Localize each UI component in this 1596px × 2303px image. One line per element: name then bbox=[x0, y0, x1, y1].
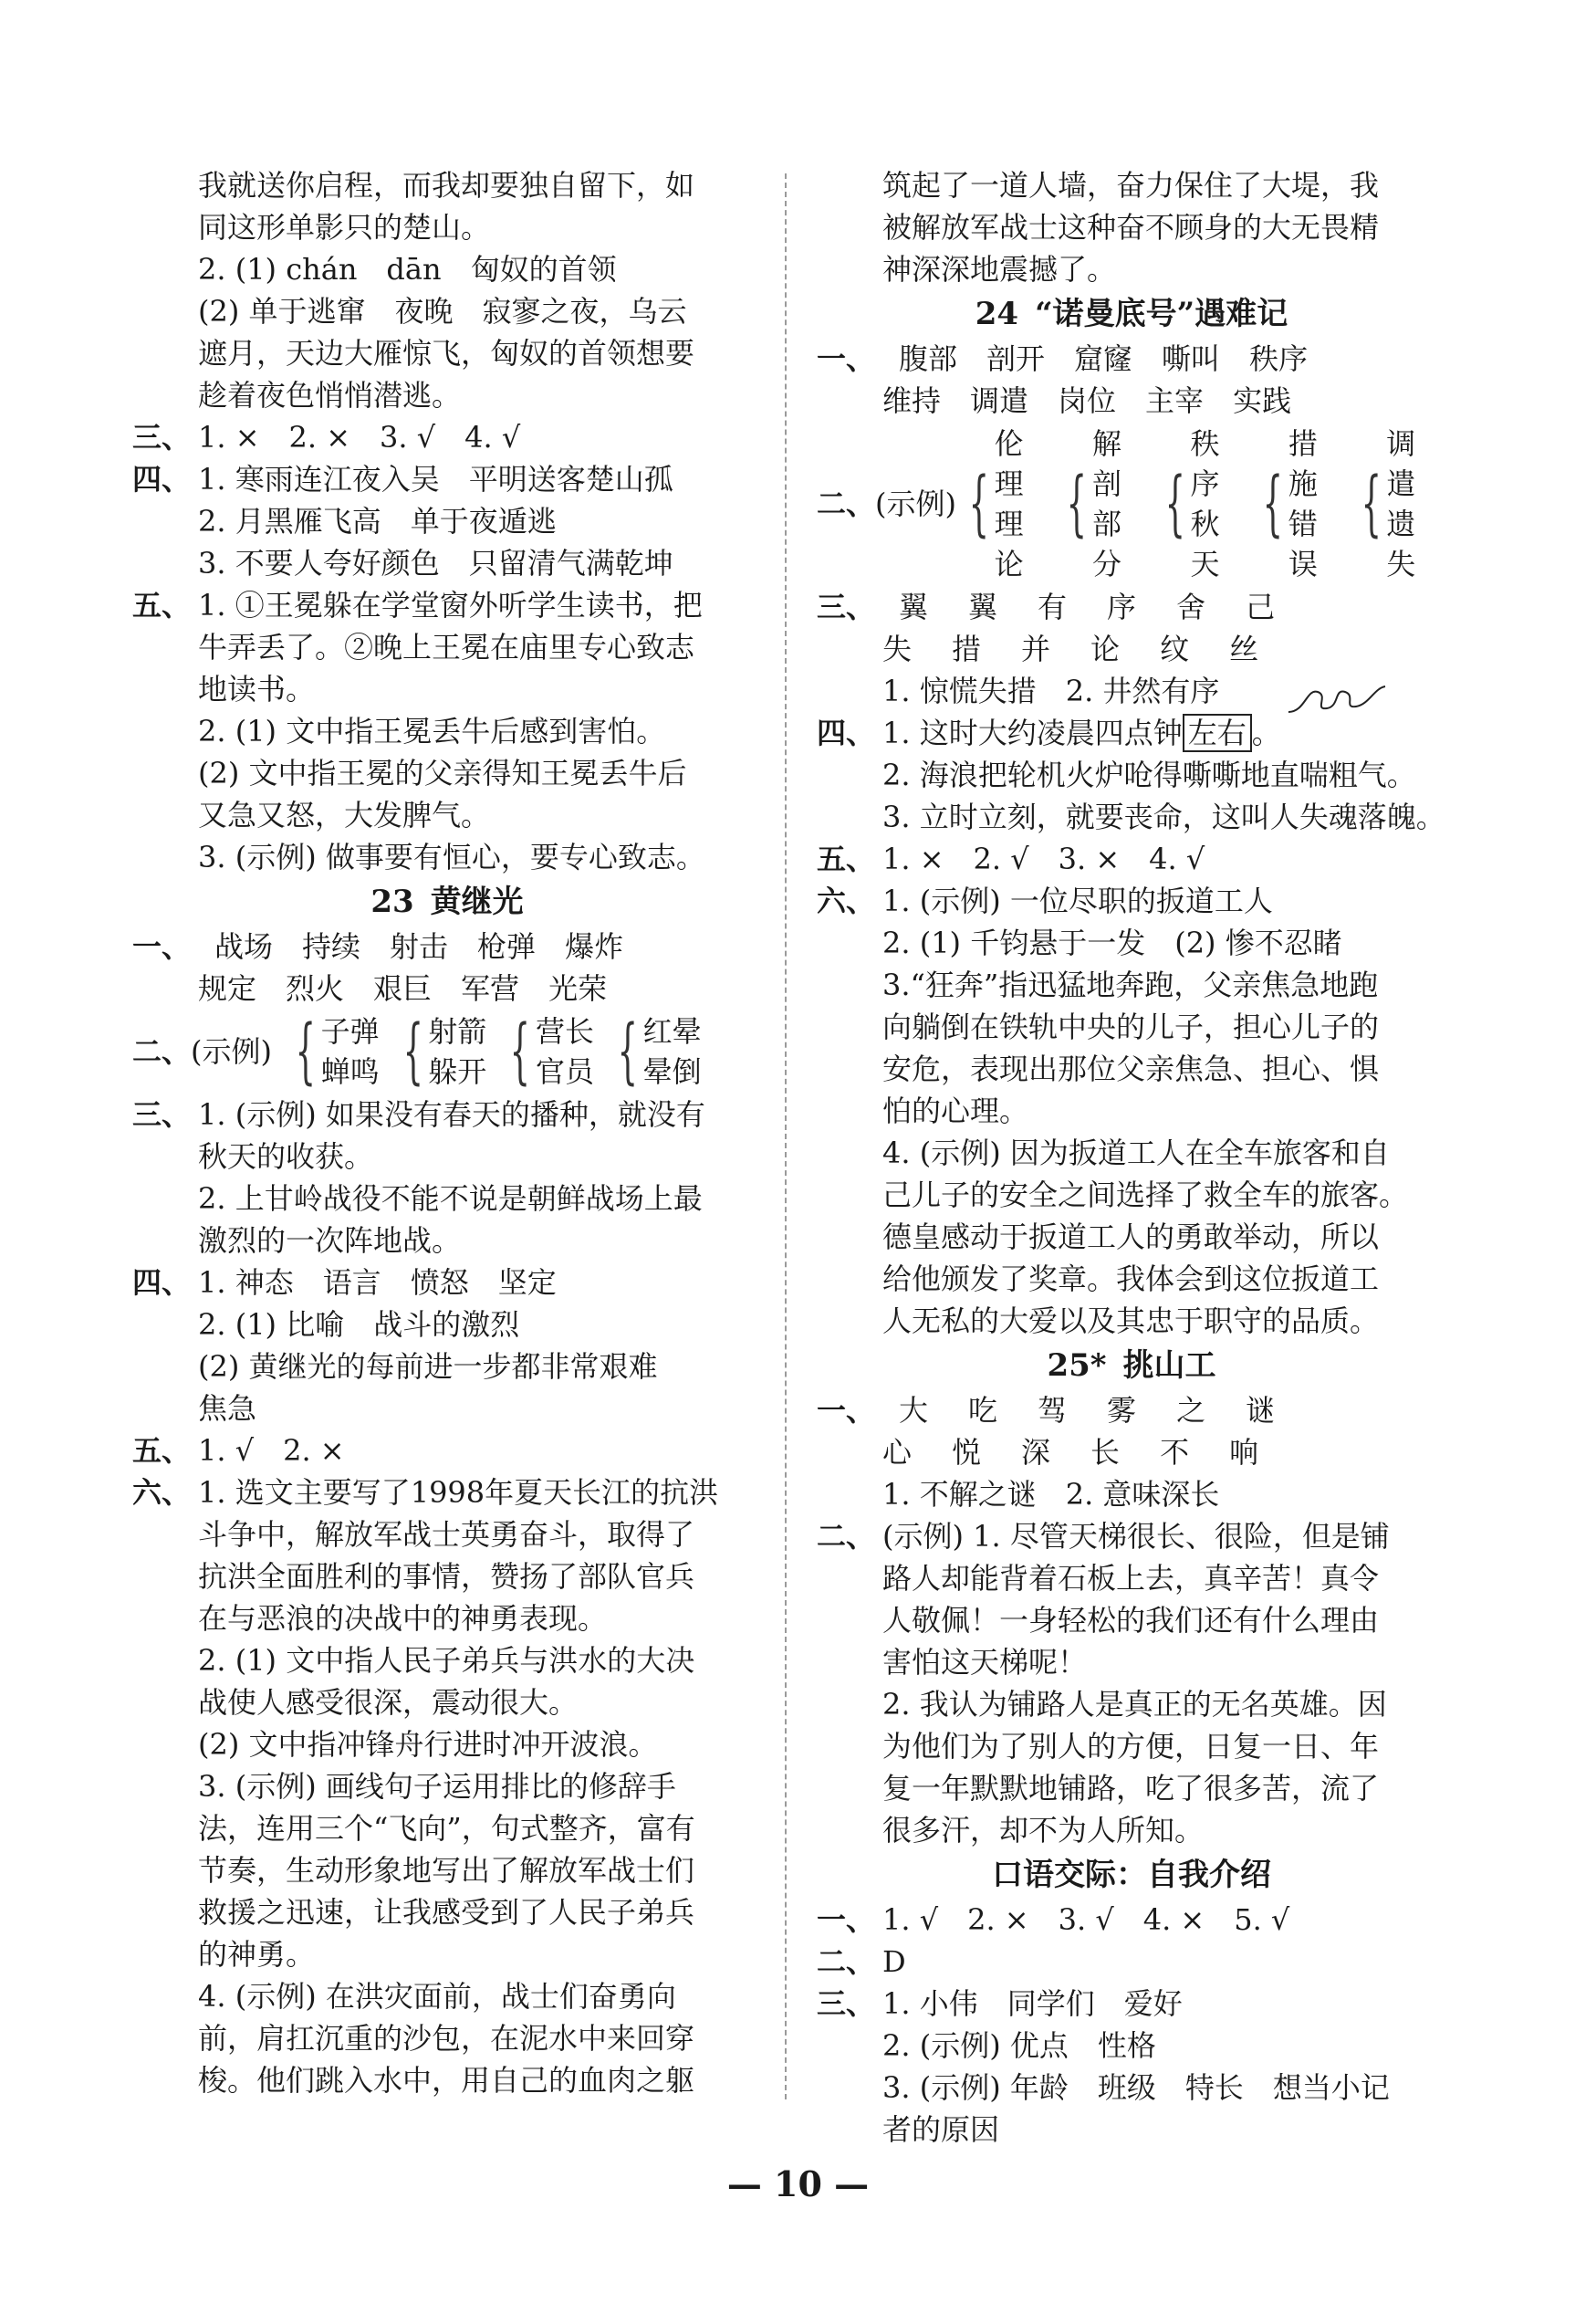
brace-icon: { bbox=[402, 1010, 423, 1093]
word-row bbox=[132, 926, 762, 968]
answer-text: 3.“狂奔”指迅猛地奔跑，父亲焦急地跑 bbox=[882, 968, 1379, 1002]
word-item: 措 bbox=[952, 632, 982, 666]
answer-text: 路人却能背着石板上去，真辛苦！真令 bbox=[882, 1561, 1380, 1596]
answer-text: 2. 上甘岭战役不能不说是朝鲜战场上最 bbox=[198, 1181, 703, 1216]
answer-text: 神深深地震撼了。 bbox=[882, 252, 1117, 287]
pair-words bbox=[1288, 424, 1338, 584]
answer-line bbox=[817, 880, 1446, 922]
word-item: 剖开 bbox=[986, 341, 1046, 376]
left-column bbox=[132, 164, 762, 2101]
pair-word-top: 解剖 bbox=[1092, 426, 1122, 501]
pair-words bbox=[428, 1011, 486, 1092]
word-item: 艰巨 bbox=[373, 971, 433, 1006]
section-number: 23 bbox=[370, 884, 414, 920]
answer-text: 2. (1) 文中指王冕丢牛后感到害怕。 bbox=[198, 714, 666, 748]
answer-line bbox=[817, 1515, 1446, 1557]
word-item: 驾 bbox=[1038, 1393, 1068, 1428]
section-title-text: 黄继光 bbox=[430, 884, 524, 920]
word-item: 岗位 bbox=[1058, 383, 1117, 418]
answer-text: 。 bbox=[1251, 716, 1281, 750]
answer-text: 2. 海浪把轮机火炉呛得嘶嘶地直喘粗气。 bbox=[882, 758, 1416, 792]
answer-line bbox=[132, 416, 762, 458]
answer-text: 给他颁发了奖章。我体会到这位扳道工 bbox=[882, 1261, 1380, 1296]
answer-line bbox=[132, 1639, 762, 1681]
answer-line bbox=[132, 332, 762, 374]
answer-text: 斗争中，解放军战士英勇奋斗，取得了 bbox=[198, 1517, 695, 1552]
answer-text: 同这形单影只的楚山。 bbox=[198, 210, 491, 245]
pair-word-top: 射箭 bbox=[428, 1014, 487, 1049]
answer-text: 复一年默默地铺路，吃了很多苦，流了 bbox=[882, 1771, 1380, 1806]
answer-text: 1. 神态 语言 愤怒 坚定 bbox=[198, 1265, 557, 1300]
answer-line bbox=[817, 712, 1446, 754]
answer-line bbox=[817, 1174, 1446, 1216]
answer-text: 很多汗，却不为人所知。 bbox=[882, 1813, 1205, 1848]
word-item: 吃 bbox=[968, 1393, 998, 1428]
answer-line bbox=[132, 1849, 762, 1891]
answer-line bbox=[132, 1765, 762, 1807]
answer-line bbox=[132, 2059, 762, 2101]
answer-text: 1. √ 2. × bbox=[198, 1433, 345, 1468]
word-pair bbox=[1153, 424, 1239, 584]
word-item: 腹部 bbox=[899, 341, 958, 376]
question-marker: 五、 bbox=[817, 842, 876, 876]
answer-text: 1. 不解之谜 2. 意味深长 bbox=[882, 1477, 1220, 1512]
brace-icon: { bbox=[1262, 463, 1284, 545]
word-pairs-row bbox=[132, 1011, 762, 1092]
answer-line bbox=[132, 710, 762, 752]
answer-text: 焦急 bbox=[198, 1391, 257, 1426]
question-marker: 四、 bbox=[132, 462, 192, 497]
answer-line bbox=[132, 1345, 762, 1387]
word-pair bbox=[497, 1011, 594, 1092]
answer-text: 2. (1) 比喻 战斗的激烈 bbox=[198, 1307, 520, 1342]
answer-line bbox=[817, 2025, 1446, 2067]
answer-text: 3. (示例) 画线句子运用排比的修辞手 bbox=[198, 1769, 676, 1804]
answer-line bbox=[817, 1090, 1446, 1132]
question-marker: 四、 bbox=[132, 1265, 192, 1300]
answer-text: 的神勇。 bbox=[198, 1937, 316, 1972]
answer-line bbox=[817, 1767, 1446, 1809]
question-marker: 六、 bbox=[132, 1475, 192, 1510]
question-marker: 二、 bbox=[817, 1519, 876, 1554]
word-pair bbox=[391, 1011, 487, 1092]
answer-line bbox=[132, 626, 762, 668]
word-item: 爆炸 bbox=[565, 929, 624, 964]
example-label: (示例) bbox=[875, 487, 956, 521]
answer-text: 又急又怒，大发脾气。 bbox=[198, 798, 491, 832]
answer-text: 2. 我认为铺路人是真正的无名英雄。因 bbox=[882, 1687, 1387, 1722]
answer-text: 1. ①王冕躲在学堂窗外听学生读书，把 bbox=[198, 588, 703, 623]
answer-line bbox=[132, 1387, 762, 1429]
answer-line bbox=[132, 206, 762, 248]
answer-line bbox=[817, 1941, 1446, 1983]
brace-icon: { bbox=[509, 1010, 531, 1093]
word-item: 嘶叫 bbox=[1162, 341, 1221, 376]
question-marker: 二、 bbox=[817, 1944, 876, 1979]
question-marker: 二、 bbox=[132, 1034, 192, 1069]
answer-line bbox=[817, 1132, 1446, 1174]
word-item: 翼 bbox=[968, 590, 998, 624]
brace-icon: { bbox=[968, 463, 989, 545]
word-item: 大 bbox=[899, 1393, 929, 1428]
word-item: 光荣 bbox=[548, 971, 608, 1006]
answer-line bbox=[132, 1220, 762, 1261]
pair-word-bottom: 晕倒 bbox=[642, 1054, 702, 1089]
word-pair bbox=[956, 424, 1043, 584]
brace-icon: { bbox=[1067, 463, 1088, 545]
answer-line bbox=[817, 1258, 1446, 1300]
example-label: (示例) bbox=[191, 1034, 272, 1069]
answer-line bbox=[132, 1429, 762, 1471]
answer-line bbox=[817, 1048, 1446, 1090]
word-row bbox=[817, 380, 1446, 422]
word-item: 悦 bbox=[952, 1435, 982, 1470]
pair-word-bottom: 错误 bbox=[1288, 507, 1318, 581]
answer-text: 2. (1) chán dān 匈奴的首领 bbox=[198, 252, 617, 287]
question-marker: 一、 bbox=[817, 1393, 876, 1428]
answer-text: 抗洪全面胜利的事情，赞扬了部队官兵 bbox=[198, 1559, 695, 1594]
answer-line bbox=[817, 2067, 1446, 2109]
word-item: 长 bbox=[1090, 1435, 1121, 1470]
question-marker: 三、 bbox=[132, 420, 192, 455]
word-item: 心 bbox=[882, 1435, 913, 1470]
answer-text: 3. (示例) 年龄 班级 特长 想当小记 bbox=[882, 2070, 1390, 2105]
section-title-text: 口语交际：自我介绍 bbox=[992, 1857, 1271, 1893]
answer-text: 战使人感受很深，震动很大。 bbox=[198, 1685, 579, 1720]
answer-text: 节奏，生动形象地写出了解放军战士们 bbox=[198, 1853, 695, 1888]
word-item: 军营 bbox=[461, 971, 520, 1006]
answer-text: 1. 小伟 同学们 爱好 bbox=[882, 1986, 1183, 2021]
answer-text: 1. 这时大约凌晨四点钟 bbox=[882, 716, 1183, 750]
pair-word-top: 措施 bbox=[1288, 426, 1318, 501]
word-pair bbox=[283, 1011, 380, 1092]
pairs-head bbox=[132, 1031, 283, 1072]
pair-word-bottom: 躲开 bbox=[428, 1054, 487, 1089]
pair-word-bottom: 部分 bbox=[1092, 507, 1122, 581]
answer-text: (2) 黄继光的每前进一步都非常艰难 bbox=[198, 1349, 658, 1384]
word-item: 维持 bbox=[882, 383, 942, 418]
word-item: 论 bbox=[1090, 632, 1121, 666]
word-item: 纹 bbox=[1160, 632, 1190, 666]
answer-text: 向躺倒在铁轨中央的儿子，担心儿子的 bbox=[882, 1010, 1380, 1044]
pairs-head bbox=[817, 484, 956, 524]
answer-text: 2. (示例) 优点 性格 bbox=[882, 2028, 1156, 2063]
pair-words bbox=[321, 1011, 380, 1092]
brace-icon: { bbox=[617, 1010, 638, 1093]
pair-words bbox=[536, 1011, 594, 1092]
word-item: 序 bbox=[1107, 590, 1137, 624]
answer-text: 己儿子的安全之间选择了救全车的旅客。 bbox=[882, 1178, 1409, 1212]
pair-words bbox=[643, 1011, 702, 1092]
answer-text: 在与恶浪的决战中的神勇表现。 bbox=[198, 1601, 608, 1636]
word-item: 失 bbox=[882, 632, 913, 666]
question-marker: 一、 bbox=[817, 1902, 876, 1937]
answer-line bbox=[817, 1216, 1446, 1258]
word-item: 窟窿 bbox=[1074, 341, 1133, 376]
answer-line bbox=[132, 1681, 762, 1723]
page-number: — 10 — bbox=[726, 2163, 870, 2204]
answer-text: 人敬佩！一身轻松的我们还有什么理由 bbox=[882, 1603, 1380, 1638]
answer-text: 趁着夜色悄悄潜逃。 bbox=[198, 378, 462, 413]
answer-text: 怕的心理。 bbox=[882, 1094, 1029, 1128]
word-item: 秩序 bbox=[1249, 341, 1309, 376]
brace-icon: { bbox=[295, 1010, 316, 1093]
word-item: 翼 bbox=[899, 590, 929, 624]
answer-line bbox=[817, 1599, 1446, 1641]
answer-line bbox=[817, 1683, 1446, 1725]
answer-text: 激烈的一次阵地战。 bbox=[198, 1223, 462, 1258]
answer-line bbox=[132, 1303, 762, 1345]
word-row bbox=[817, 586, 1446, 628]
answer-text: 1. × 2. × 3. √ 4. √ bbox=[198, 420, 521, 455]
word-pairs-row bbox=[817, 424, 1446, 584]
word-row bbox=[817, 1389, 1446, 1431]
answer-text: 1. × 2. √ 3. × 4. √ bbox=[882, 842, 1205, 876]
answer-text: 1. 惊慌失措 2. 井然有序 bbox=[882, 674, 1220, 708]
answer-line bbox=[132, 458, 762, 500]
boxed-word: 左右 bbox=[1183, 714, 1252, 752]
word-item: 丝 bbox=[1229, 632, 1259, 666]
answer-text: 4. (示例) 在洪灾面前，战士们奋勇向 bbox=[198, 1979, 676, 2014]
word-row bbox=[132, 968, 762, 1010]
answer-text: 2. (1) 千钧悬于一发 (2) 惨不忍睹 bbox=[882, 926, 1342, 960]
answer-text: 地读书。 bbox=[198, 672, 316, 707]
answer-line bbox=[132, 752, 762, 794]
pair-word-top: 调遣 bbox=[1386, 426, 1416, 501]
answer-line bbox=[817, 1983, 1446, 2025]
answer-text: 安危，表现出那位父亲焦急、担心、惧 bbox=[882, 1052, 1380, 1086]
answer-line bbox=[817, 206, 1446, 248]
pair-word-bottom: 蝉鸣 bbox=[320, 1054, 380, 1089]
answer-line bbox=[132, 794, 762, 836]
answer-line bbox=[132, 1513, 762, 1555]
answer-text: 筑起了一道人墙，奋力保住了大堤，我 bbox=[882, 168, 1380, 203]
answer-line bbox=[817, 964, 1446, 1006]
word-item: 战场 bbox=[214, 929, 274, 964]
word-item: 烈火 bbox=[286, 971, 345, 1006]
word-item: 规定 bbox=[198, 971, 257, 1006]
answer-text: 牛弄丢了。②晚上王冕在庙里专心致志 bbox=[198, 630, 695, 665]
right-column bbox=[817, 164, 1446, 2151]
question-marker: 三、 bbox=[817, 590, 876, 624]
pair-words bbox=[1386, 424, 1435, 584]
pair-word-top: 红晕 bbox=[642, 1014, 702, 1049]
question-marker: 五、 bbox=[132, 1433, 192, 1468]
answer-line bbox=[817, 1006, 1446, 1048]
answer-line bbox=[132, 1178, 762, 1220]
answer-text: 2. (1) 文中指人民子弟兵与洪水的大决 bbox=[198, 1643, 695, 1678]
answer-text: 遮月，天边大雁惊飞，匈奴的首领想要 bbox=[198, 336, 695, 371]
answer-text: 人无私的大爱以及其忠于职守的品质。 bbox=[882, 1303, 1380, 1338]
answer-line bbox=[817, 1641, 1446, 1683]
question-marker: 五、 bbox=[132, 588, 192, 623]
answer-text: 秋天的收获。 bbox=[198, 1139, 374, 1174]
answer-text: D bbox=[882, 1944, 906, 1979]
answer-line bbox=[132, 1094, 762, 1136]
section-number: 24 bbox=[975, 296, 1019, 332]
word-pair bbox=[605, 1011, 702, 1092]
answer-line bbox=[132, 1261, 762, 1303]
answer-text: 3. 立时立刻，就要丧命，这叫人失魂落魄。 bbox=[882, 800, 1445, 834]
section-title-text: “诺曼底号”遇难记 bbox=[1035, 296, 1288, 332]
answer-text: 3. 不要人夸好颜色 只留清气满乾坤 bbox=[198, 546, 673, 581]
word-item: 舍 bbox=[1176, 590, 1206, 624]
column-divider bbox=[785, 173, 787, 2099]
answer-line bbox=[817, 2109, 1446, 2151]
answer-line bbox=[817, 1809, 1446, 1851]
pair-word-top: 子弹 bbox=[320, 1014, 380, 1049]
section-number: 25* bbox=[1047, 1347, 1107, 1384]
answer-text: (2) 单于逃窜 夜晚 寂寥之夜，乌云 bbox=[198, 294, 687, 329]
answer-line bbox=[132, 290, 762, 332]
question-marker: 六、 bbox=[817, 884, 876, 918]
pair-word-bottom: 官员 bbox=[535, 1054, 594, 1089]
answer-text: 1. (示例) 一位尽职的扳道工人 bbox=[882, 884, 1273, 918]
pair-word-top: 伦理 bbox=[994, 426, 1024, 501]
answer-text: 2. 月黑雁飞高 单于夜遁逃 bbox=[198, 504, 557, 539]
answer-text: (2) 文中指冲锋舟行进时冲开波浪。 bbox=[198, 1727, 658, 1762]
word-item: 己 bbox=[1246, 590, 1276, 624]
question-marker: 一、 bbox=[132, 929, 192, 964]
word-item: 并 bbox=[1021, 632, 1051, 666]
word-item: 射击 bbox=[390, 929, 449, 964]
answer-line bbox=[817, 1557, 1446, 1599]
answer-text: 法，连用三个“飞向”，句式整齐，富有 bbox=[198, 1811, 695, 1846]
answer-line bbox=[132, 1933, 762, 1975]
question-marker: 三、 bbox=[132, 1097, 192, 1132]
answer-line bbox=[817, 838, 1446, 880]
answer-line bbox=[817, 796, 1446, 838]
answer-text: 我就送你启程，而我却要独自留下，如 bbox=[198, 168, 695, 203]
section-title bbox=[817, 290, 1446, 338]
answer-line bbox=[132, 500, 762, 542]
section-title bbox=[132, 878, 762, 926]
answer-text: (示例) 1. 尽管天梯很长、很险，但是铺 bbox=[882, 1519, 1390, 1554]
answer-line bbox=[132, 1723, 762, 1765]
answer-text: 4. (示例) 因为扳道工人在全车旅客和自 bbox=[882, 1136, 1390, 1170]
pair-words bbox=[1190, 424, 1239, 584]
pair-word-top: 秩序 bbox=[1190, 426, 1220, 501]
answer-text: 3. (示例) 做事要有恒心，要专心致志。 bbox=[198, 840, 705, 874]
word-item: 枪弹 bbox=[477, 929, 537, 964]
answer-line bbox=[132, 1807, 762, 1849]
pair-words bbox=[1092, 424, 1142, 584]
section-title-text: 挑山工 bbox=[1122, 1347, 1216, 1384]
section-title bbox=[817, 1342, 1446, 1389]
answer-line bbox=[817, 164, 1446, 206]
pair-words bbox=[995, 424, 1044, 584]
question-marker: 一、 bbox=[817, 341, 876, 376]
word-row bbox=[817, 338, 1446, 380]
answer-line bbox=[132, 836, 762, 878]
answer-text: 为他们为了别人的方便，日复一日、年 bbox=[882, 1729, 1380, 1764]
word-item: 有 bbox=[1038, 590, 1068, 624]
pair-word-bottom: 遗失 bbox=[1386, 507, 1416, 581]
answer-text: 梭。他们跳入水中，用自己的血肉之躯 bbox=[198, 2063, 695, 2098]
pair-word-bottom: 秋天 bbox=[1190, 507, 1220, 581]
answer-text: 者的原因 bbox=[882, 2112, 1000, 2147]
pair-word-bottom: 理论 bbox=[994, 507, 1024, 581]
word-row bbox=[817, 1431, 1446, 1473]
word-item: 主宰 bbox=[1145, 383, 1205, 418]
word-pair bbox=[1349, 424, 1435, 584]
answer-line bbox=[817, 922, 1446, 964]
word-item: 之 bbox=[1176, 1393, 1206, 1428]
answer-line bbox=[132, 668, 762, 710]
word-item: 雾 bbox=[1107, 1393, 1137, 1428]
word-item: 深 bbox=[1021, 1435, 1051, 1470]
answer-text: 1. √ 2. × 3. √ 4. × 5. √ bbox=[882, 1902, 1290, 1937]
brace-icon: { bbox=[1164, 463, 1185, 545]
answer-text: 前，肩扛沉重的沙包，在泥水中来回穿 bbox=[198, 2021, 695, 2056]
answer-text: 被解放军战士这种奋不顾身的大无畏精 bbox=[882, 210, 1380, 245]
answer-line bbox=[132, 1471, 762, 1513]
word-item: 响 bbox=[1229, 1435, 1259, 1470]
answer-line bbox=[817, 1473, 1446, 1515]
answer-line bbox=[132, 2017, 762, 2059]
answer-line bbox=[817, 1899, 1446, 1941]
word-row bbox=[817, 628, 1446, 670]
answer-text: 1. 选文主要写了1998年夏天长江的抗洪 bbox=[198, 1475, 719, 1510]
answer-line bbox=[132, 1975, 762, 2017]
answer-line bbox=[132, 542, 762, 584]
pair-word-top: 营长 bbox=[535, 1014, 594, 1049]
answer-text: 1. 寒雨连江夜入吴 平明送客楚山孤 bbox=[198, 462, 673, 497]
question-marker: 二、 bbox=[817, 487, 876, 521]
word-item: 调遣 bbox=[970, 383, 1029, 418]
word-item: 谜 bbox=[1246, 1393, 1276, 1428]
word-pair bbox=[1054, 424, 1141, 584]
answer-text: 救援之迅速，让我感受到了人民子弟兵 bbox=[198, 1895, 695, 1930]
answer-line bbox=[817, 1725, 1446, 1767]
answer-text: (2) 文中指王冕的父亲得知王冕丢牛后 bbox=[198, 756, 687, 790]
answer-text: 德皇感动于扳道工人的勇敢举动，所以 bbox=[882, 1220, 1380, 1254]
answer-line bbox=[817, 1300, 1446, 1342]
answer-line bbox=[132, 1136, 762, 1178]
word-pair bbox=[1250, 424, 1337, 584]
answer-line bbox=[132, 1597, 762, 1639]
word-item: 不 bbox=[1160, 1435, 1190, 1470]
word-item: 实践 bbox=[1233, 383, 1292, 418]
question-marker: 三、 bbox=[817, 1986, 876, 2021]
answer-line bbox=[132, 374, 762, 416]
brace-icon: { bbox=[1361, 463, 1382, 545]
answer-text: 1. (示例) 如果没有春天的播种，就没有 bbox=[198, 1097, 705, 1132]
answer-line bbox=[817, 248, 1446, 290]
section-title bbox=[817, 1851, 1446, 1899]
answer-line bbox=[132, 584, 762, 626]
question-marker: 四、 bbox=[817, 716, 876, 750]
answer-line bbox=[132, 1555, 762, 1597]
answer-line bbox=[817, 754, 1446, 796]
answer-line bbox=[132, 248, 762, 290]
word-item: 持续 bbox=[302, 929, 361, 964]
answer-text: 害怕这天梯呢！ bbox=[882, 1645, 1088, 1680]
answer-line bbox=[132, 164, 762, 206]
answer-line bbox=[132, 1891, 762, 1933]
